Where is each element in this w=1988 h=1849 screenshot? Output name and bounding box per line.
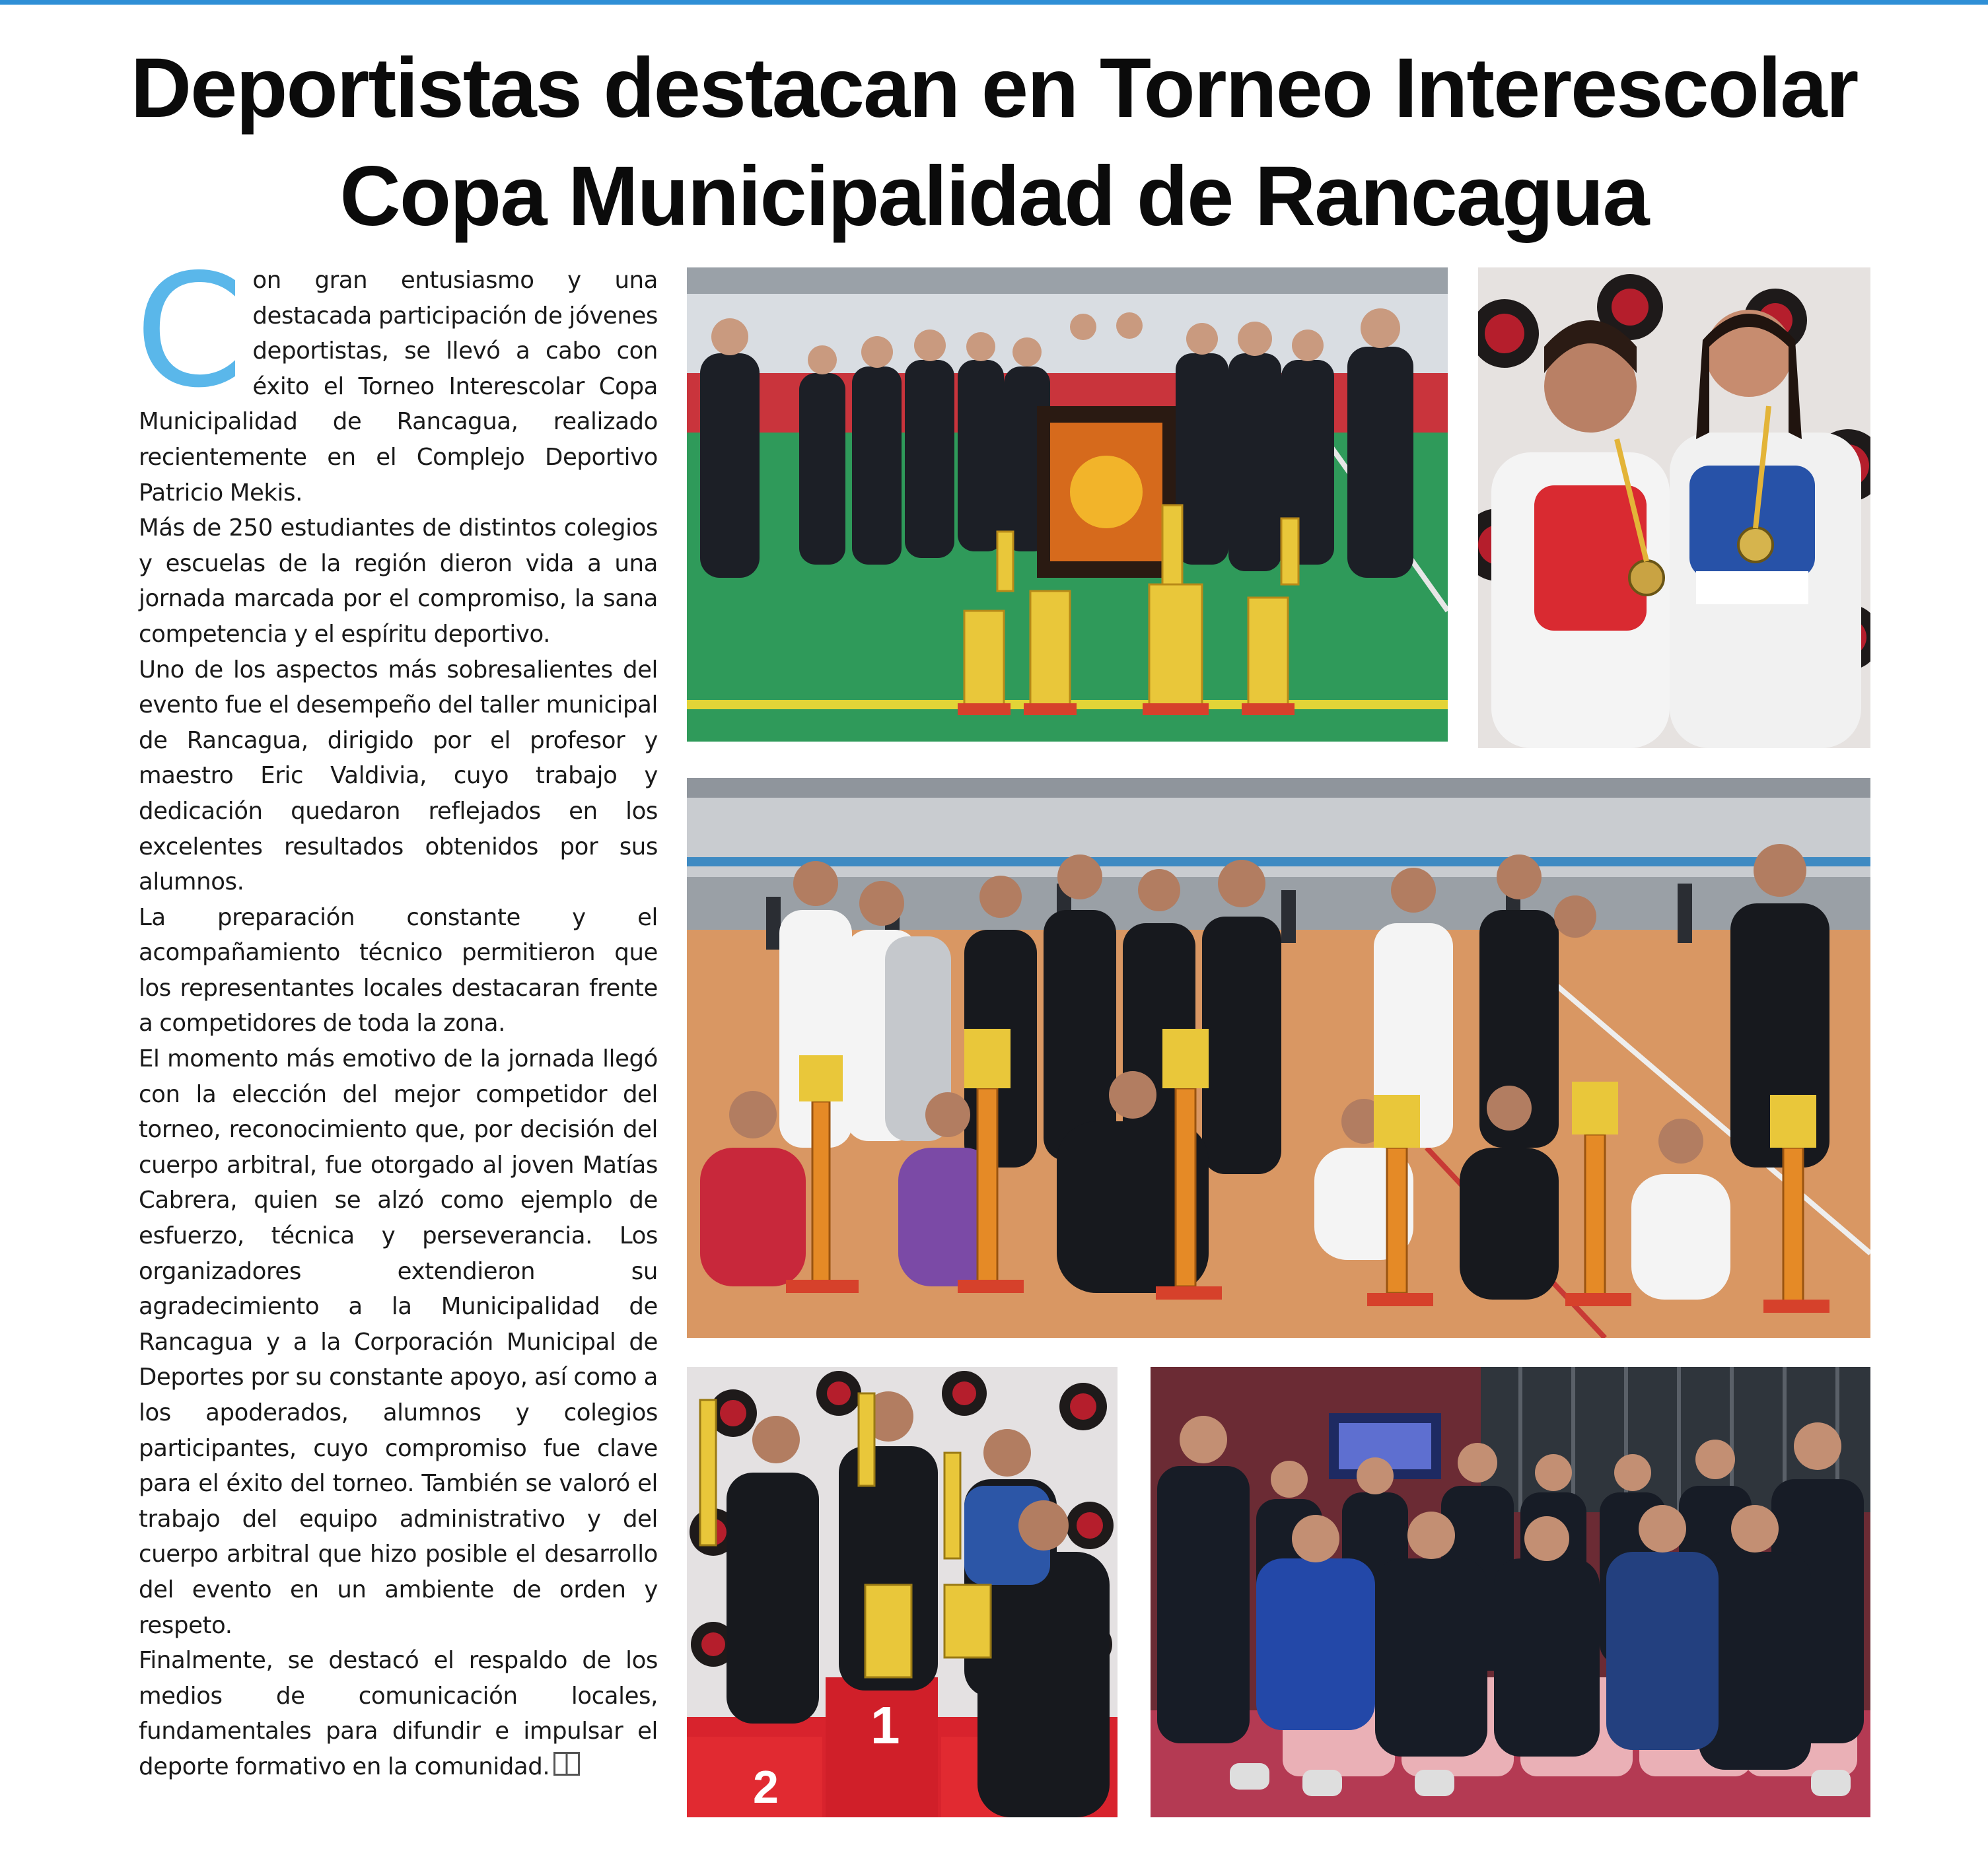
photo-officials-image — [1151, 1367, 1870, 1817]
paragraph-6 — [139, 1643, 658, 1784]
photo-athletes-medals — [1478, 267, 1870, 748]
paragraph-1 — [135, 240, 658, 510]
podium-second-label: 2 — [753, 1761, 779, 1813]
top-rule — [0, 0, 1988, 5]
paragraph-5: El momento más emotivo de la jornada llegó con la elección del mejor competidor del torneo, reconocimiento que, por decisión del cuerpo arbitral, fue otorgado al joven Matías Cabrera, quien se alzó como ejemplo de esfuerzo, técnica y perseverancia. Los organizadores extendieron su agradecimiento a la Municipalidad de Rancagua y a la Corporación Municipal de Deportes por su constante apoyo, así como a los apoderados, alumnos y colegios participantes, cuyo compromiso fue clave para el éxito del torneo. También se valoró el trabajo del equipo administrativo y del cuerpo arbitral que hizo posible el desarrollo del evento en un ambiente de orden y respeto. — [139, 1045, 658, 1639]
photo-group-trophies-image — [687, 267, 1448, 742]
paragraph-2: Más de 250 estudiantes de distintos colegios y escuelas de la región dieron vida a una jornada marcada por el compromiso, la sana competencia y el espíritu deportivo. — [139, 514, 658, 648]
photo-officials — [1151, 1367, 1870, 1817]
photo-podium-image — [687, 1367, 1118, 1817]
headline-line-1: Deportistas destacan en Torneo Interescolar — [130, 41, 1858, 135]
photo-group-trophies — [687, 267, 1448, 742]
headline — [0, 34, 1988, 251]
photo-athletes-medals-image — [1478, 267, 1870, 748]
photo-podium — [687, 1367, 1118, 1817]
drop-cap: C — [135, 240, 244, 422]
paragraph-6-text: Finalmente, se destacó el respaldo de los medios de comunicación locales, fundamentales para difundir e impulsar el deporte formativo en la comunidad. — [139, 1647, 658, 1780]
podium-first-label: 1 — [870, 1696, 900, 1755]
headline-line-2: Copa Municipalidad de Rancagua — [339, 149, 1649, 244]
paragraph-1-text: on gran entusiasmo y una destacada participación de jóvenes deportistas, se llevó a cabo con éxito el Torneo Interescolar Copa Municipalidad de Rancagua, realizado recientemente en el Complejo Deportivo Patricio Mekis. — [139, 267, 658, 506]
photo-kids-trophies-image — [687, 778, 1870, 1338]
paragraph-4: La preparación constante y el acompañamiento técnico permitieron que los representantes locales destacaran frente a competidores de toda la zona. — [139, 903, 658, 1037]
paragraph-3: Uno de los aspectos más sobresalientes del evento fue el desempeño del taller municipal de Rancagua, dirigido por el profesor y maestro Eric Valdivia, cuyo trabajo y dedicación quedaron reflejados en los excelentes resultados obtenidos por sus alumnos. — [139, 656, 658, 896]
end-of-article-icon — [553, 1752, 580, 1776]
article-body — [135, 240, 658, 1828]
photo-kids-trophies — [687, 778, 1870, 1338]
